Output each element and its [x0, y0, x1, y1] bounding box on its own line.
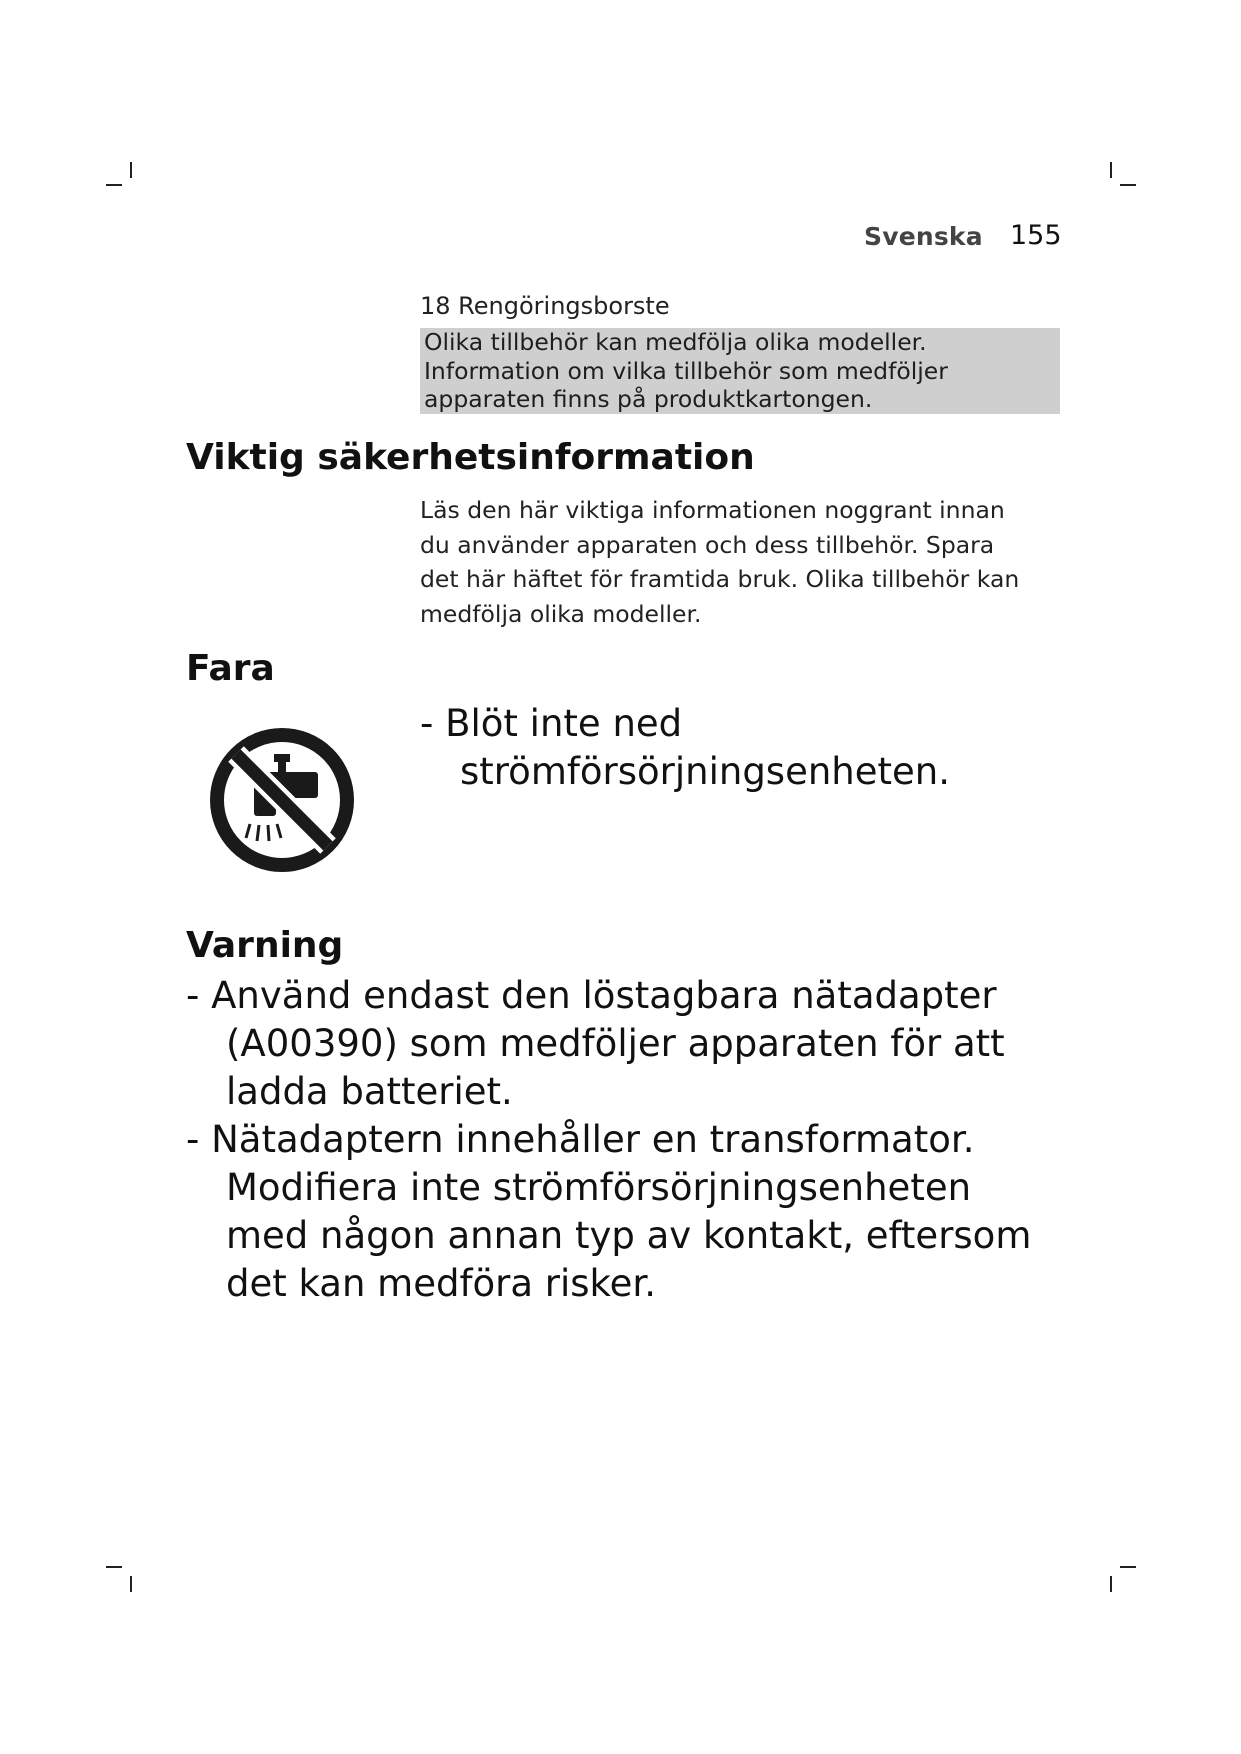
note-line: apparaten finns på produktkartongen. [424, 385, 873, 413]
warning-line: med någon annan typ av kontakt, eftersom [226, 1214, 1032, 1257]
crop-mark [106, 1566, 122, 1568]
warning-item [186, 972, 1086, 1116]
crop-mark [106, 184, 122, 186]
danger-line: - Blöt inte ned [420, 702, 683, 745]
warning-list [186, 972, 1086, 1308]
accessory-note-box [420, 328, 1060, 414]
safety-intro-paragraph [420, 493, 1060, 631]
warning-line: - Nätadaptern innehåller en transformator. [186, 1118, 975, 1161]
section-heading-warning: Varning [186, 925, 344, 966]
crop-mark [1110, 162, 1112, 178]
warning-item [186, 1116, 1086, 1308]
intro-line: Läs den här viktiga informationen noggrant innan [420, 496, 1005, 524]
note-line: Information om vilka tillbehör som medföljer [424, 356, 948, 385]
component-item-18: 18 Rengöringsborste [420, 292, 670, 320]
danger-line: strömförsörjningsenheten. [460, 750, 950, 793]
section-heading-safety: Viktig säkerhetsinformation [186, 437, 755, 478]
crop-mark [130, 162, 132, 178]
no-water-tap-icon [206, 724, 358, 876]
warning-line: ladda batteriet. [226, 1070, 513, 1113]
crop-mark [1120, 1566, 1136, 1568]
crop-mark [1110, 1576, 1112, 1592]
danger-item [420, 700, 950, 796]
note-line: Olika tillbehör kan medfölja olika modeller. [424, 328, 927, 356]
section-heading-danger: Fara [186, 648, 275, 689]
warning-line: Modifiera inte strömförsörjningsenheten [226, 1166, 972, 1209]
crop-mark [130, 1576, 132, 1592]
intro-line: det här häftet för framtida bruk. Olika tillbehör kan [420, 565, 1020, 593]
intro-line: du använder apparaten och dess tillbehör. Spara [420, 530, 995, 559]
warning-line: (A00390) som medföljer apparaten för att [226, 1022, 1005, 1065]
warning-line: det kan medföra risker. [226, 1262, 656, 1305]
crop-mark [1120, 184, 1136, 186]
running-header-language: Svenska [864, 222, 983, 251]
warning-line: - Använd endast den löstagbara nätadapter [186, 974, 997, 1017]
intro-line: medfölja olika modeller. [420, 599, 702, 628]
page-number: 155 [1010, 220, 1062, 251]
